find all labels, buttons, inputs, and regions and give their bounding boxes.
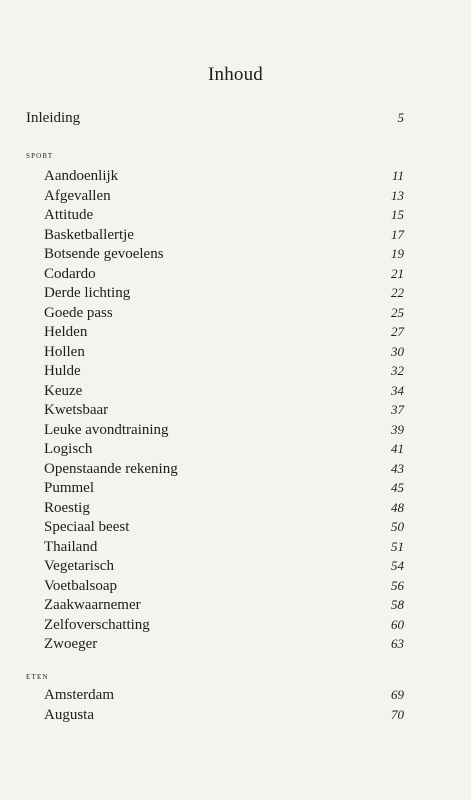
toc-entry-page: 15 bbox=[391, 207, 404, 222]
toc-entry[interactable] bbox=[44, 459, 404, 479]
toc-entry-page: 45 bbox=[391, 480, 404, 495]
toc-entry-page: 69 bbox=[391, 687, 404, 702]
toc-entry[interactable] bbox=[44, 576, 404, 596]
toc-entry-page: 39 bbox=[391, 421, 404, 437]
section-heading-sport: sport bbox=[26, 150, 54, 161]
toc-entry-label: Hulde bbox=[44, 363, 81, 379]
toc-entry-label: Kwetsbaar bbox=[44, 402, 109, 418]
toc-entry-page: 5 bbox=[397, 110, 404, 125]
toc-entry-intro[interactable] bbox=[26, 110, 404, 127]
toc-entry[interactable] bbox=[44, 166, 404, 186]
toc-entry[interactable] bbox=[44, 205, 404, 225]
toc-entry-page: 60 bbox=[391, 616, 404, 632]
toc-entry-label: Vegetarisch bbox=[44, 558, 114, 574]
toc-entry[interactable] bbox=[44, 244, 404, 264]
toc-entry-label: Zwoeger bbox=[44, 636, 98, 652]
toc-entry[interactable] bbox=[44, 615, 404, 635]
toc-entry[interactable] bbox=[44, 478, 404, 498]
toc-entry-label: Pummel bbox=[44, 480, 95, 496]
toc-entry-page: 19 bbox=[391, 246, 404, 261]
toc-entry[interactable] bbox=[44, 400, 404, 420]
toc-entry-page: 58 bbox=[391, 597, 404, 612]
toc-entry[interactable] bbox=[44, 186, 404, 206]
toc-entry-label: Codardo bbox=[44, 265, 96, 282]
toc-entry-label: Augusta bbox=[44, 706, 94, 723]
toc-entry-label: Openstaande rekening bbox=[44, 460, 178, 477]
toc-entry-label: Afgevallen bbox=[44, 187, 111, 204]
toc-entry-page: 54 bbox=[391, 558, 404, 573]
toc-entry-label: Helden bbox=[44, 324, 88, 340]
toc-entry[interactable] bbox=[44, 595, 404, 615]
toc-entry-label: Leuke avondtraining bbox=[44, 421, 169, 438]
toc-entry-label: Botsende gevoelens bbox=[44, 246, 164, 262]
toc-entry-label: Thailand bbox=[44, 538, 98, 555]
toc-entry-label: Zelfoverschatting bbox=[44, 616, 150, 633]
toc-entry-page: 50 bbox=[391, 519, 404, 534]
toc-entry[interactable] bbox=[44, 264, 404, 284]
toc-entry-label: Keuze bbox=[44, 382, 83, 399]
toc-entry-label: Amsterdam bbox=[44, 687, 114, 703]
toc-entry-label: Attitude bbox=[44, 207, 94, 223]
toc-entry-label: Logisch bbox=[44, 441, 93, 457]
toc-entry-label: Zaakwaarnemer bbox=[44, 597, 141, 613]
toc-entry-page: 37 bbox=[391, 402, 404, 417]
toc-list-sport bbox=[44, 166, 404, 654]
toc-entry-label: Derde lichting bbox=[44, 285, 131, 301]
toc-entry-label: Voetbalsoap bbox=[44, 577, 118, 594]
toc-entry[interactable] bbox=[44, 439, 404, 459]
toc-entry-page: 51 bbox=[391, 538, 404, 554]
toc-entry[interactable] bbox=[44, 537, 404, 557]
toc-entry[interactable] bbox=[44, 705, 404, 725]
toc-entry-label: Basketballertje bbox=[44, 226, 134, 243]
toc-entry-page: 30 bbox=[391, 343, 404, 359]
toc-entry-page: 27 bbox=[391, 324, 404, 339]
toc-entry-label: Speciaal beest bbox=[44, 519, 130, 535]
toc-entry[interactable] bbox=[44, 381, 404, 401]
toc-entry-label: Hollen bbox=[44, 343, 85, 360]
toc-entry[interactable] bbox=[44, 634, 404, 654]
toc-entry-page: 63 bbox=[391, 636, 404, 651]
toc-entry-page: 21 bbox=[391, 265, 404, 281]
toc-entry-label: Inleiding bbox=[26, 110, 81, 126]
toc-entry[interactable] bbox=[44, 322, 404, 342]
toc-entry[interactable] bbox=[44, 342, 404, 362]
toc-entry-page: 70 bbox=[391, 706, 404, 722]
toc-entry-page: 48 bbox=[391, 499, 404, 515]
toc-entry-page: 25 bbox=[391, 304, 404, 320]
toc-entry[interactable] bbox=[44, 556, 404, 576]
page-title: Inhoud bbox=[207, 64, 264, 85]
toc-entry-page: 32 bbox=[391, 363, 404, 378]
toc-entry-page: 17 bbox=[391, 226, 404, 242]
toc-entry-page: 41 bbox=[391, 441, 404, 456]
toc-entry[interactable] bbox=[44, 361, 404, 381]
toc-entry-page: 34 bbox=[391, 382, 404, 398]
toc-entry-page: 13 bbox=[391, 187, 404, 203]
toc-entry[interactable] bbox=[44, 225, 404, 245]
section-heading-eten: eten bbox=[26, 671, 49, 682]
toc-entry-page: 11 bbox=[391, 168, 404, 183]
toc-entry[interactable] bbox=[44, 685, 404, 705]
toc-entry-label: Goede pass bbox=[44, 304, 113, 321]
toc-entry[interactable] bbox=[44, 517, 404, 537]
toc-entry[interactable] bbox=[44, 498, 404, 518]
toc-entry-page: 56 bbox=[391, 577, 404, 593]
toc-entry-page: 22 bbox=[391, 285, 404, 300]
toc-entry-page: 43 bbox=[391, 460, 404, 476]
toc-entry[interactable] bbox=[44, 283, 404, 303]
toc-entry-label: Aandoenlijk bbox=[44, 168, 119, 184]
toc-entry-label: Roestig bbox=[44, 499, 90, 516]
toc-list-eten bbox=[44, 685, 404, 724]
toc-entry[interactable] bbox=[44, 303, 404, 323]
toc-entry[interactable] bbox=[44, 420, 404, 440]
